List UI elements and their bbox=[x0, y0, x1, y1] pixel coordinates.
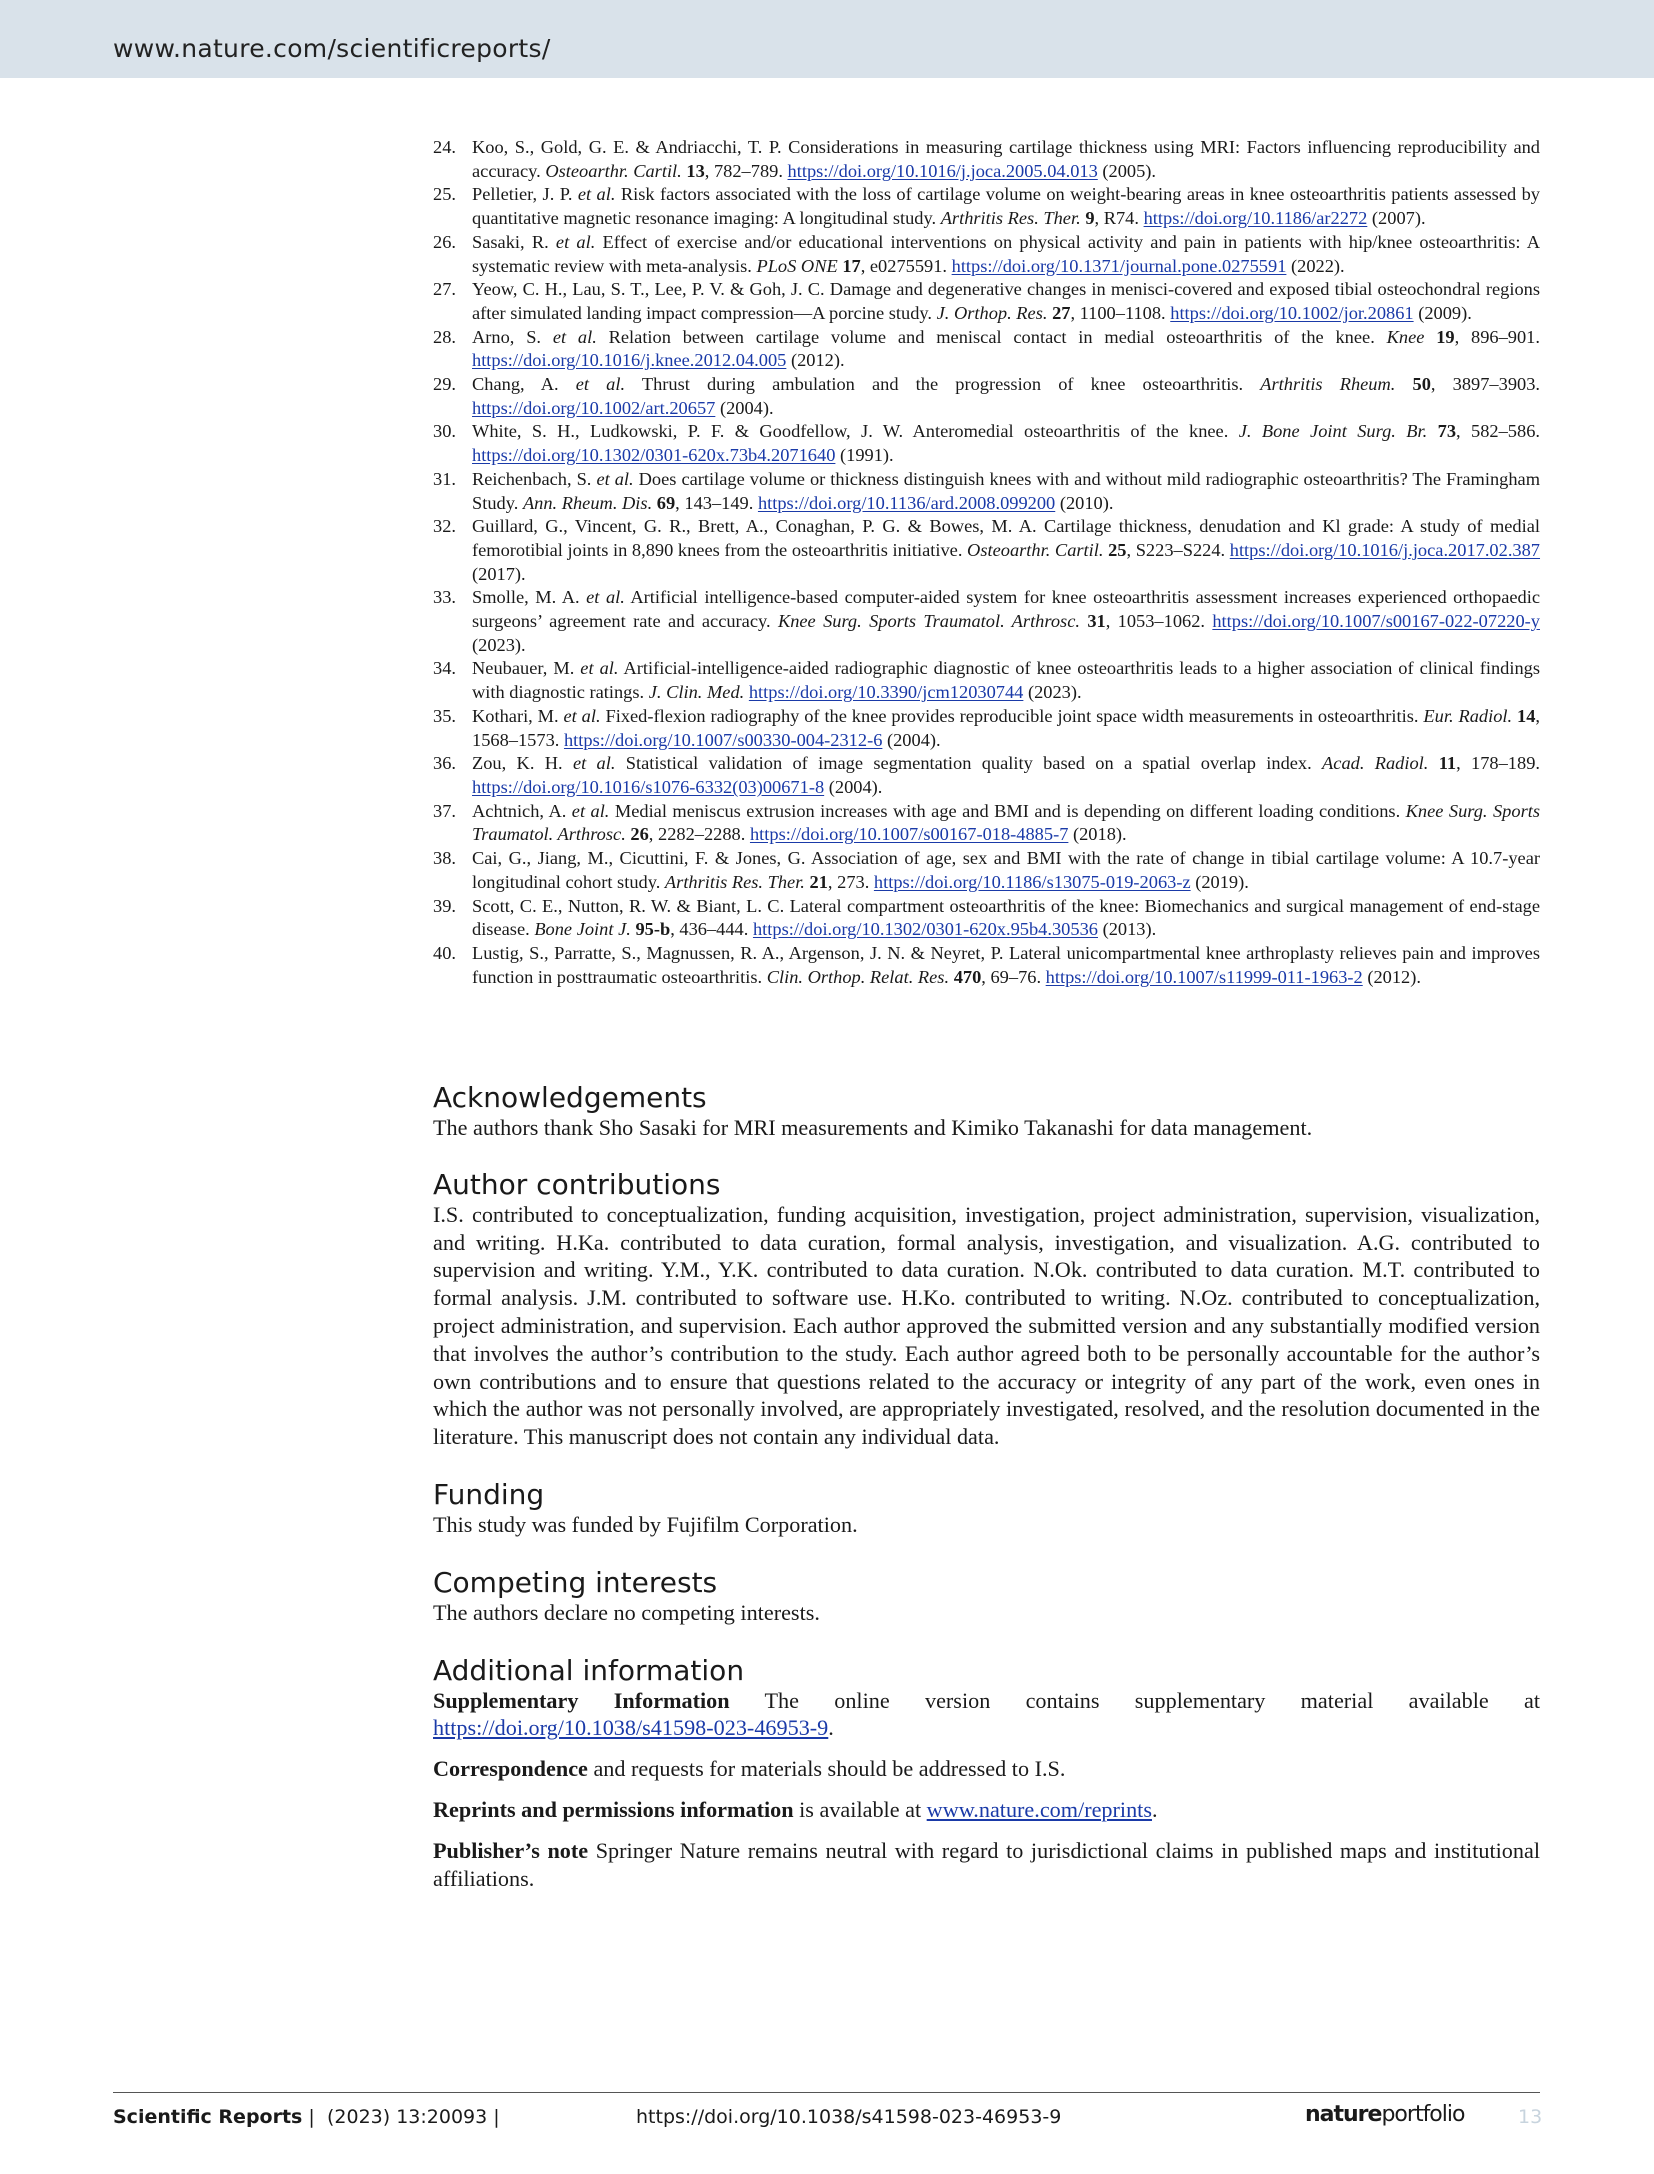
reference-number: 31. bbox=[433, 468, 456, 489]
reference-volume: 21 bbox=[809, 871, 828, 892]
footer-doi-link[interactable]: https://doi.org/10.1038/s41598-023-46953-9 bbox=[636, 2106, 1062, 2128]
reference-doi-link[interactable]: https://doi.org/10.1002/jor.20861 bbox=[1170, 302, 1414, 323]
competing-interests-text: The authors declare no competing interests. bbox=[433, 1599, 820, 1625]
reference-volume: 11 bbox=[1438, 753, 1457, 774]
reference-text: Koo, S., Gold, G. E. & Andriacchi, T. P. Considerations in measuring cartilage thickness using MRI: Factors influencing reproducibility and accuracy. bbox=[472, 137, 1540, 181]
reference-journal: PLoS ONE bbox=[756, 255, 838, 276]
reference-item bbox=[433, 373, 1540, 420]
reference-item bbox=[433, 515, 1540, 586]
reference-volume: 31 bbox=[1087, 611, 1106, 632]
reference-item bbox=[433, 468, 1540, 515]
reference-item bbox=[433, 752, 1540, 799]
reference-doi-link[interactable]: https://doi.org/10.3390/jcm12030744 bbox=[748, 682, 1024, 703]
reference-text: Pelletier, J. P. bbox=[472, 184, 578, 205]
reference-doi-link[interactable]: https://doi.org/10.1016/j.joca.2017.02.387 bbox=[1229, 539, 1541, 560]
reference-text bbox=[1427, 421, 1437, 441]
additional-information-heading: Additional information bbox=[433, 1653, 745, 1687]
reference-doi-link[interactable]: https://doi.org/10.1136/ard.2008.099200 bbox=[757, 492, 1056, 513]
reference-text bbox=[1395, 374, 1412, 394]
reference-item bbox=[433, 847, 1540, 894]
logo-nature: nature bbox=[1305, 2102, 1382, 2127]
reference-item bbox=[433, 942, 1540, 989]
reference-item bbox=[433, 420, 1540, 467]
reference-item bbox=[433, 800, 1540, 847]
reference-text: Statistical validation of image segmentation quality based on a spatial overlap index. bbox=[615, 753, 1323, 774]
reference-text: Achtnich, A. bbox=[472, 800, 572, 821]
reference-journal: Ann. Rheum. Dis. bbox=[522, 492, 653, 513]
reference-text: , 582–586. bbox=[1456, 421, 1540, 442]
reference-item bbox=[433, 326, 1540, 373]
reference-journal: Arthritis Res. Ther. bbox=[664, 871, 805, 892]
reference-text: Artificial intelligence-based computer-aided system for knee osteoarthritis assessment increases experienced orthopaedic surgeons’ agreement rate and accuracy. bbox=[472, 587, 1540, 632]
reference-text: Zou, K. H. bbox=[472, 753, 573, 774]
reference-journal: et al. bbox=[563, 705, 601, 726]
reference-text: Neubauer, M. bbox=[472, 658, 581, 679]
reference-text: Thrust during ambulation and the progression of knee osteoarthritis. bbox=[625, 374, 1261, 395]
reference-journal: Eur. Radiol. bbox=[1423, 705, 1513, 726]
reference-item bbox=[433, 895, 1540, 942]
reference-journal: et al. bbox=[586, 587, 625, 608]
logo-portfolio: portfolio bbox=[1381, 2102, 1465, 2127]
reference-journal: et al. bbox=[577, 184, 616, 205]
reference-doi-link[interactable]: https://doi.org/10.1302/0301-620x.95b4.30536 bbox=[752, 919, 1098, 940]
journal-url[interactable]: www.nature.com/scientificreports/ bbox=[113, 34, 551, 63]
reference-journal: Arthritis Res. Ther. bbox=[940, 208, 1081, 229]
publishers-note-text: Springer Nature remains neutral with regard to jurisdictional claims in published maps and institutional affiliations. bbox=[433, 1837, 1540, 1891]
footer-journal-name: Scientific Reports bbox=[113, 2106, 303, 2128]
reference-text: , 1568–1573. bbox=[472, 705, 1541, 750]
reference-number: 39. bbox=[433, 895, 456, 916]
reference-volume: 50 bbox=[1412, 374, 1431, 395]
reference-text: , S223–S224. bbox=[1126, 539, 1230, 560]
reference-number: 32. bbox=[433, 516, 456, 537]
reference-volume: 13 bbox=[686, 160, 705, 181]
reference-text: , R74. bbox=[1094, 208, 1144, 229]
reference-number: 40. bbox=[433, 942, 456, 963]
reprints-permissions bbox=[433, 1796, 1540, 1824]
reference-list bbox=[433, 136, 1540, 989]
reference-text: , 436–444. bbox=[670, 919, 753, 940]
reference-item bbox=[433, 136, 1540, 183]
reference-text: (2019). bbox=[1190, 871, 1249, 892]
reference-text: Kothari, M. bbox=[472, 705, 564, 726]
back-matter bbox=[433, 1082, 1540, 1892]
reference-text: (2004). bbox=[882, 729, 941, 750]
reference-text: (2013). bbox=[1097, 919, 1157, 940]
reference-text: Reichenbach, S. bbox=[472, 468, 597, 489]
reference-text: (2023). bbox=[472, 634, 526, 655]
reference-doi-link[interactable]: https://doi.org/10.1016/j.joca.2005.04.013 bbox=[787, 160, 1098, 181]
reference-item bbox=[433, 231, 1540, 278]
acknowledgements-section bbox=[433, 1082, 1540, 1142]
publishers-note bbox=[433, 1837, 1540, 1893]
reference-volume: 73 bbox=[1437, 421, 1457, 442]
reference-journal: Bone Joint J. bbox=[534, 919, 631, 940]
reference-journal: et al. bbox=[596, 468, 634, 489]
reference-doi-link[interactable]: https://doi.org/10.1186/s13075-019-2063-z bbox=[873, 871, 1191, 892]
reference-text: (2009). bbox=[1413, 302, 1472, 323]
reference-journal: Osteoarthr. Cartil. bbox=[545, 160, 682, 181]
reference-text: , 782–789. bbox=[704, 160, 788, 181]
additional-information-section bbox=[433, 1655, 1540, 1893]
correspondence-label: Correspondence bbox=[433, 1756, 588, 1782]
reference-number: 27. bbox=[433, 279, 456, 300]
reference-text: White, S. H., Ludkowski, P. F. & Goodfellow, J. W. Anteromedial osteoarthritis of the knee. bbox=[472, 421, 1239, 442]
reprints-end: . bbox=[1151, 1796, 1158, 1822]
footer-separator: | bbox=[302, 2106, 315, 2128]
reference-text: Arno, S. bbox=[472, 326, 553, 347]
reference-volume: 17 bbox=[842, 255, 861, 276]
reference-journal: Arthritis Rheum. bbox=[1260, 374, 1396, 395]
reference-text: , 2282–2288. bbox=[648, 824, 750, 845]
supplementary-link[interactable]: https://doi.org/10.1038/s41598-023-46953-9 bbox=[433, 1715, 829, 1741]
reference-text: Smolle, M. A. bbox=[472, 587, 587, 608]
reference-doi-link[interactable]: https://doi.org/10.1186/ar2272 bbox=[1143, 208, 1368, 229]
competing-interests-heading: Competing interests bbox=[433, 1565, 718, 1599]
reference-journal: Knee Surg. Sports Traumatol. Arthrosc. bbox=[777, 611, 1080, 632]
reference-journal: Acad. Radiol. bbox=[1322, 753, 1429, 774]
reference-item bbox=[433, 183, 1540, 230]
reference-number: 34. bbox=[433, 658, 456, 679]
reprints-text: is available at bbox=[793, 1796, 927, 1822]
page-number: 13 bbox=[1518, 2106, 1543, 2128]
correspondence bbox=[433, 1755, 1540, 1783]
reference-text: Artificial-intelligence-aided radiographic diagnostic of knee osteoarthritis leads to a higher association of clinical findings with diagnostic ratings. bbox=[472, 658, 1540, 703]
author-contributions-section bbox=[433, 1169, 1540, 1451]
reprints-link[interactable]: www.nature.com/reprints bbox=[926, 1796, 1152, 1822]
reference-text: (2004). bbox=[824, 776, 883, 797]
reference-doi-link[interactable]: https://doi.org/10.1007/s00330-004-2312-6 bbox=[563, 729, 883, 750]
reference-text: (2023). bbox=[1023, 682, 1082, 703]
reference-text: (2012). bbox=[1362, 966, 1421, 987]
author-contributions-heading: Author contributions bbox=[433, 1167, 721, 1201]
reference-text: (2018). bbox=[1068, 824, 1127, 845]
reference-journal: Clin. Orthop. Relat. Res. bbox=[766, 966, 950, 987]
reference-number: 24. bbox=[433, 137, 456, 157]
reference-journal: Knee Surg. Sports Traumatol. Arthrosc. bbox=[472, 800, 1540, 845]
reference-doi-link[interactable]: https://doi.org/10.1371/journal.pone.0275591 bbox=[951, 255, 1287, 276]
correspondence-text: and requests for materials should be addressed to I.S. bbox=[587, 1756, 1066, 1782]
reference-number: 26. bbox=[433, 231, 456, 252]
reference-text: Sasaki, R. bbox=[472, 231, 556, 252]
reference-text: (2010). bbox=[1055, 492, 1114, 513]
reference-text: , 69–76. bbox=[981, 966, 1046, 987]
reference-text: , 143–149. bbox=[675, 492, 758, 513]
reprints-label: Reprints and permissions information bbox=[433, 1796, 794, 1822]
reference-journal: Knee bbox=[1386, 326, 1425, 347]
reference-text: (2004). bbox=[715, 397, 774, 418]
footer-divider bbox=[113, 2092, 1540, 2093]
reference-text: , 273. bbox=[827, 871, 874, 892]
reference-volume: 69 bbox=[656, 492, 676, 513]
supplementary-information bbox=[433, 1687, 1540, 1743]
reference-text bbox=[1424, 327, 1436, 347]
reference-volume: 9 bbox=[1085, 208, 1095, 229]
reference-journal: et al. bbox=[572, 753, 616, 774]
reference-item bbox=[433, 586, 1540, 657]
reference-text bbox=[1428, 753, 1438, 773]
reference-doi-link[interactable]: https://doi.org/10.1007/s00167-022-07220-y bbox=[1212, 611, 1540, 632]
reference-journal: et al. bbox=[580, 658, 619, 679]
reference-text: Yeow, C. H., Lau, S. T., Lee, P. V. & Goh, J. C. Damage and degenerative changes in menisci-covered and exposed tibial osteochondral regions after simulated landing impact compression—A porcine study. bbox=[472, 279, 1540, 323]
reference-number: 37. bbox=[433, 800, 456, 821]
competing-interests-section bbox=[433, 1567, 1540, 1627]
reference-journal: et al. bbox=[555, 231, 596, 252]
reference-number: 35. bbox=[433, 705, 456, 726]
reference-text: Chang, A. bbox=[472, 374, 576, 395]
reference-number: 29. bbox=[433, 374, 456, 395]
reference-text: Medial meniscus extrusion increases with age and BMI and is depending on different loading conditions. bbox=[609, 800, 1406, 821]
reference-text: Relation between cartilage volume and meniscal contact in medial osteoarthritis of the knee. bbox=[596, 326, 1387, 347]
reference-journal: et al. bbox=[571, 800, 610, 821]
nature-portfolio-logo bbox=[1305, 2102, 1464, 2127]
supplementary-label: Supplementary Information bbox=[433, 1687, 730, 1713]
reference-volume: 26 bbox=[630, 824, 649, 845]
reference-doi-link[interactable]: https://doi.org/10.1007/s11999-011-1963-2 bbox=[1045, 966, 1363, 987]
reference-doi-link[interactable]: https://doi.org/10.1007/s00167-018-4885-7 bbox=[749, 824, 1069, 845]
reference-text: (2017). bbox=[472, 563, 526, 584]
funding-heading: Funding bbox=[433, 1477, 545, 1511]
author-contributions-text: I.S. contributed to conceptualization, funding acquisition, investigation, project administration, supervision, visualization, and writing. H.Ka. contributed to data curation, formal analysis, investigation, and visualization. A.G. contributed to supervision and writing. Y.M., Y.K. contributed to data curation. N.Ok. contributed to data curation. M.T. contributed to formal analysis. J.M. contributed to software use. H.Ko. contributed to writing. N.Oz. contributed to conceptualization, project administration, and supervision. Each author approved the submitted version and any substantially modified version that involves the author’s contribution to the study. Each author agreed both to be personally accountable for the author’s own contributions and to ensure that questions related to the accuracy or integrity of any part of the work, even ones in which the author was not personally involved, are appropriately investigated, resolved, and the resolution documented in the literature. This manuscript does not contain any individual data. bbox=[433, 1201, 1540, 1450]
reference-number: 33. bbox=[433, 587, 456, 608]
reference-journal: Osteoarthr. Cartil. bbox=[967, 539, 1104, 560]
reference-number: 38. bbox=[433, 848, 456, 869]
reference-volume: 27 bbox=[1052, 302, 1071, 323]
reference-volume: 25 bbox=[1108, 539, 1127, 560]
reference-journal: J. Clin. Med. bbox=[648, 682, 745, 703]
reference-text: Scott, C. E., Nutton, R. W. & Biant, L. C. Lateral compartment osteoarthritis of the knee: Biomechanics and surgical management of end-stage disease. bbox=[472, 895, 1540, 940]
reference-number: 36. bbox=[433, 753, 456, 774]
reference-text: , 178–189. bbox=[1456, 753, 1540, 774]
reference-text: (2022). bbox=[1286, 255, 1345, 276]
reference-volume: 95-b bbox=[635, 919, 671, 940]
reference-text: (2012). bbox=[786, 350, 845, 371]
reference-item bbox=[433, 278, 1540, 325]
reference-doi-link[interactable]: https://doi.org/10.1302/0301-620x.73b4.2071640 bbox=[472, 445, 836, 466]
reference-journal: et al. bbox=[552, 326, 597, 347]
reference-text: , 3897–3903. bbox=[1430, 374, 1541, 395]
publishers-note-label: Publisher’s note bbox=[433, 1837, 589, 1863]
header-bar bbox=[0, 0, 1654, 78]
acknowledgements-heading: Acknowledgements bbox=[433, 1081, 707, 1114]
reference-text: , 1100–1108. bbox=[1070, 302, 1171, 323]
reference-number: 30. bbox=[433, 421, 456, 442]
reference-item bbox=[433, 657, 1540, 704]
reference-number: 28. bbox=[433, 326, 456, 347]
reference-item bbox=[433, 705, 1540, 752]
reference-doi-link[interactable]: https://doi.org/10.1002/art.20657 bbox=[472, 397, 716, 418]
reference-journal: et al. bbox=[575, 374, 626, 395]
reference-text: Does cartilage volume or thickness distinguish knees with and without mild radiographic osteoarthritis? The Framingham Study. bbox=[472, 468, 1541, 513]
reference-journal: J. Bone Joint Surg. Br. bbox=[1238, 421, 1428, 442]
reference-text: (2005). bbox=[1097, 160, 1157, 181]
reference-text: Guillard, G., Vincent, G. R., Brett, A., Conaghan, P. G. & Bowes, M. A. Cartilage thickness, denudation and Kl grade: A study of medial femorotibial joints in 8,890 knees from the osteoarthritis initiative. bbox=[472, 516, 1540, 560]
supplementary-end: . bbox=[828, 1715, 834, 1741]
footer-volume: (2023) 13:20093 | bbox=[327, 2106, 500, 2128]
reference-text: (1991). bbox=[835, 445, 894, 466]
funding-section bbox=[433, 1479, 1540, 1539]
reference-doi-link[interactable]: https://doi.org/10.1016/s1076-6332(03)00671-8 bbox=[472, 776, 825, 797]
funding-text: This study was funded by Fujifilm Corporation. bbox=[433, 1511, 858, 1537]
reference-number: 25. bbox=[433, 184, 456, 205]
reference-text: , e0275591. bbox=[860, 255, 952, 276]
supplementary-text: The online version contains supplementary material available at bbox=[729, 1687, 1540, 1713]
acknowledgements-text: The authors thank Sho Sasaki for MRI measurements and Kimiko Takanashi for data management. bbox=[433, 1115, 1313, 1140]
reference-text: , 896–901. bbox=[1454, 326, 1540, 347]
reference-text: Effect of exercise and/or educational interventions on physical activity and pain in patients with hip/knee osteoarthritis: A systematic review with meta-analysis. bbox=[472, 231, 1540, 276]
reference-text: Fixed-flexion radiography of the knee provides reproducible joint space width measurements in osteoarthritis. bbox=[600, 705, 1424, 726]
reference-journal: J. Orthop. Res. bbox=[936, 302, 1048, 323]
reference-text: Lustig, S., Parratte, S., Magnussen, R. A., Argenson, J. N. & Neyret, P. Lateral unicompartmental knee arthroplasty relieves pain and improves function in posttraumatic osteoarthritis. bbox=[472, 942, 1540, 987]
reference-text: , 1053–1062. bbox=[1105, 611, 1213, 632]
reference-doi-link[interactable]: https://doi.org/10.1016/j.knee.2012.04.005 bbox=[472, 350, 787, 371]
reference-text: Cai, G., Jiang, M., Cicuttini, F. & Jones, G. Association of age, sex and BMI with the rate of change in tibial cartilage volume: A 10.7-year longitudinal cohort study. bbox=[472, 848, 1540, 892]
reference-volume: 470 bbox=[953, 966, 982, 987]
footer-journal bbox=[113, 2106, 315, 2128]
reference-volume: 19 bbox=[1436, 326, 1455, 347]
reference-text: (2007). bbox=[1367, 208, 1426, 229]
reference-text: Risk factors associated with the loss of cartilage volume on weight-bearing areas in knee osteoarthritis patients assessed by quantitative magnetic resonance imaging: A longitudinal study. bbox=[472, 184, 1540, 229]
reference-volume: 14 bbox=[1517, 705, 1536, 726]
